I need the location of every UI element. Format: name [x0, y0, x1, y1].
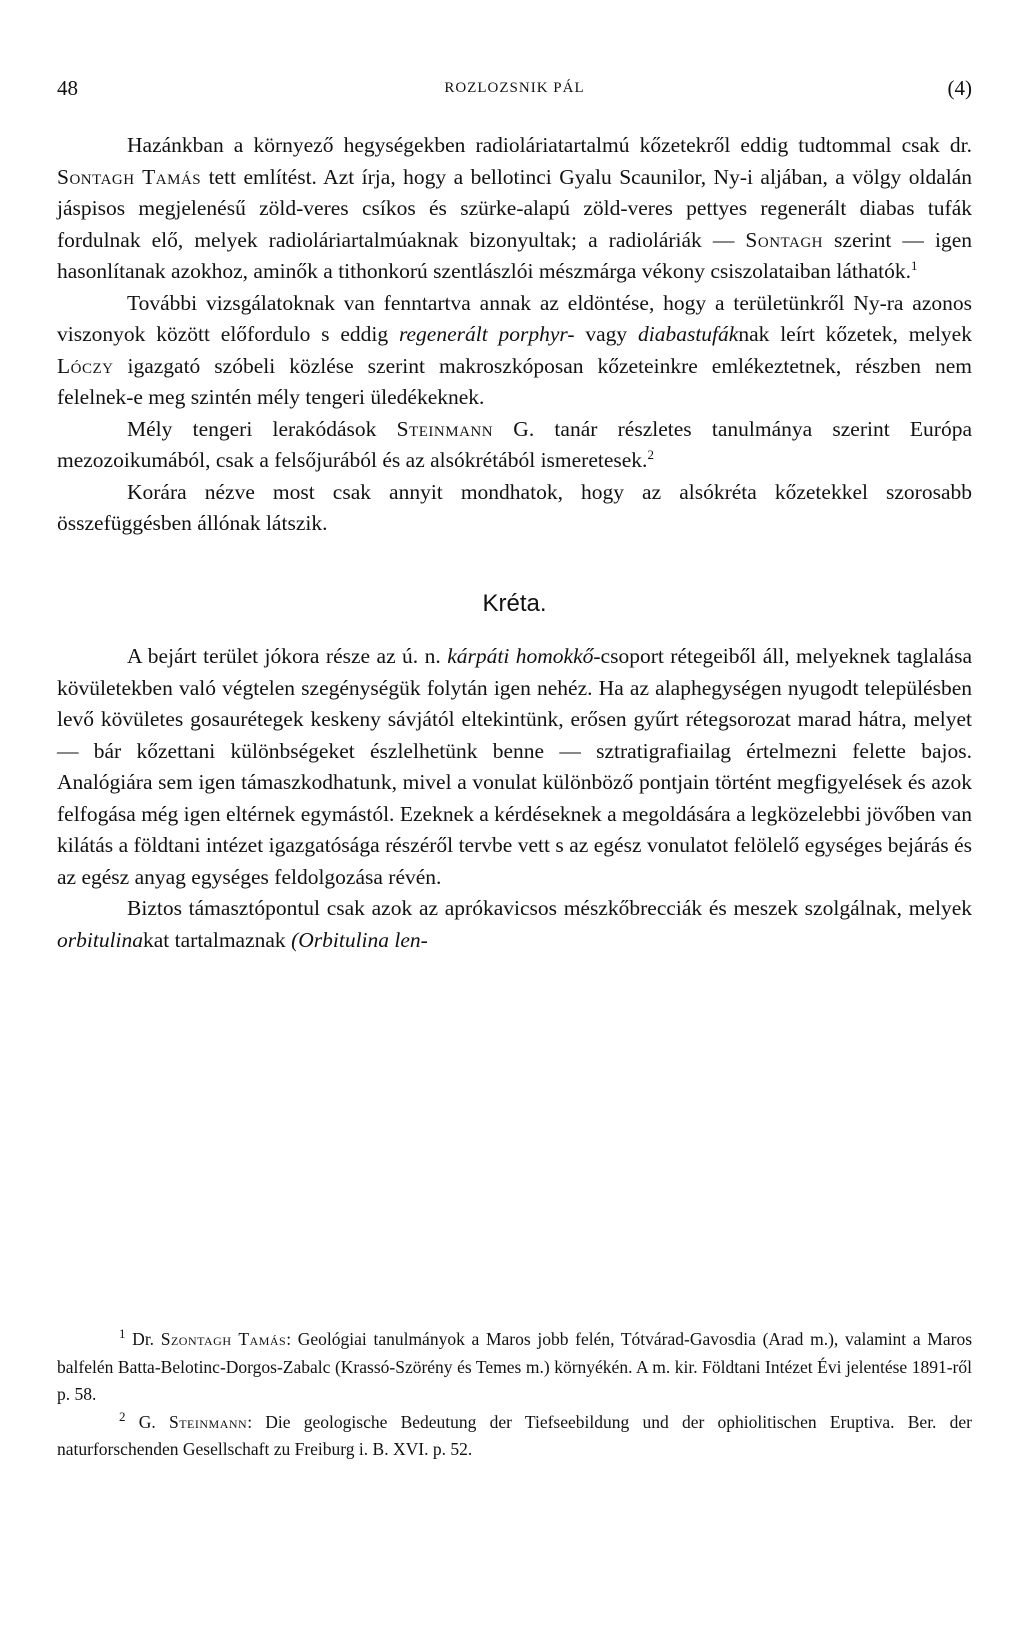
text-run: : Die geologische Bedeutung der Tiefseebildung und der ophiolitischen Eruptiva. Ber. der naturforschenden Gesellschaft zu Freiburg i. B. XVI. p. 52.: [57, 1411, 972, 1459]
footnotes: [57, 1326, 972, 1464]
main-text: [57, 130, 972, 956]
text-run: További vizsgálatoknak van fenntartva annak az eldöntése, hogy a területünkről Ny-ra azonos viszonyok között előfordulo s eddig: [57, 290, 972, 346]
paragraph-2: [57, 288, 972, 414]
footnote-mark: 2: [119, 1408, 126, 1424]
author-name: Sontagh Tamás: [57, 164, 202, 189]
footnote-ref: 1: [910, 257, 918, 273]
text-run: Mély tengeri lerakódások: [127, 416, 397, 441]
footnote-2: [57, 1409, 972, 1464]
paragraph-4: Korára nézve most csak annyit mondhatok, hogy az alsókréta kőzetekkel szorosabb összefüggésben állónak látszik.: [57, 479, 972, 535]
author-name: Szontagh Tamás: [160, 1329, 287, 1349]
running-title: ROZLOZSNIK PÁL: [444, 80, 585, 96]
paragraph-6: [57, 893, 972, 956]
italic-term: orbitulina: [57, 927, 144, 952]
text-run: Hazánkban a környező hegységekben radioláriatartalmú kőzetekről eddig tudtommal csak dr.: [127, 133, 972, 157]
text-run: G.: [125, 1411, 169, 1432]
page-number: 48: [57, 76, 78, 100]
footnote-1: [57, 1326, 972, 1409]
footnote-mark: 1: [119, 1326, 126, 1342]
text-run: G. tanár részletes tanulmánya szerint Európa mezozoikumából, csak a felsőjurából és az alsókrétából ismeretesek.: [57, 416, 972, 472]
italic-term: diabastufák: [637, 322, 739, 346]
author-name: Lóczy: [57, 353, 114, 378]
text-run: vagy: [574, 322, 638, 346]
italic-term: kárpáti homokkő: [447, 644, 594, 668]
text-run: tett említést. Azt írja, hogy a bellotinci Gyalu Scaunilor, Ny-i aljában, a völgy oldalán jáspisos megjelenésű zöld-veres csíkos és szürke-alapú zöld-veres pettyes regenerált diabas tufák fordulnak elő, melyek radioláriartalmúaknak bizonyultak; a radioláriák —: [57, 164, 972, 252]
text-run: -csoport rétegeiből áll, melyeknek taglalása kövületekben való végtelen szegénységük folytán igen nehéz. Ha az alaphegységen nyugodt településben levő kövületes gosaurétegek keskeny sávjától eltekintünk, erősen gyűrt rétegsorozat marad hátra, melyet — bár kőzettani különbségeket észlelhetünk benne — sztratigrafiailag értelmezni felette bajos. Analógiára sem igen támaszkodhatunk, mivel a vonulat különböző pontjain történt megfigyelések és azok felfogása még igen eltérnek egymástól. Ezeknek a kérdéseknek a megoldására a legközelebbi jövőben van kilátás a földtani intézet igazgatósága részéről tervbe vett s az egész vonulatot felölelő egységes bejárás és az egész anyag egységes feldolgozása révén.: [57, 644, 972, 889]
footnote-ref: 2: [647, 446, 654, 462]
author-name: Steinmann: [396, 416, 494, 441]
text-run: A bejárt terület jókora része az ú. n.: [127, 644, 448, 668]
text-run: szerint — igen hasonlítanak azokhoz, aminők a tithonkorú szentlászlói mészmárga vékony csiszolataiban láthatók.: [57, 227, 972, 283]
text-run: Biztos támasztópontul csak azok az aprókavicsos mészkőbrecciák és meszek szolgálnak, melyek: [127, 896, 972, 920]
text-run: kat tartalmaznak: [143, 927, 292, 952]
italic-term: (Orbitulina len-: [291, 927, 428, 952]
paragraph-1: [57, 130, 972, 288]
author-name: Steinmann: [168, 1411, 248, 1432]
section-heading: Kréta.: [482, 589, 547, 617]
text-run: Dr.: [125, 1329, 161, 1349]
text-run: igazgató szóbeli közlése szerint makroszkóposan kőzeteinkre emlékeztetnek, részben nem felelnek-e meg szintén mély tengeri üledékeknek.: [57, 353, 972, 409]
paragraph-5: [57, 641, 972, 893]
text-run: : Geológiai tanulmányok a Maros jobb felén, Tótvárad-Gavosdia (Arad m.), valamint a Maros balfelén Batta-Belotinc-Dorgos-Zabalc (Krassó-Szörény és Temes m.) környékén. A m. kir. Földtani Intézet Évi jelentése 1891-ről p. 58.: [57, 1329, 973, 1404]
text-run: nak leírt kőzetek, melyek: [738, 322, 972, 346]
italic-term: regenerált porphyr-: [398, 322, 575, 346]
section-number: (4): [947, 76, 972, 100]
page-header: [57, 76, 972, 106]
author-name: Sontagh: [745, 227, 823, 252]
paragraph-3: [57, 414, 972, 477]
